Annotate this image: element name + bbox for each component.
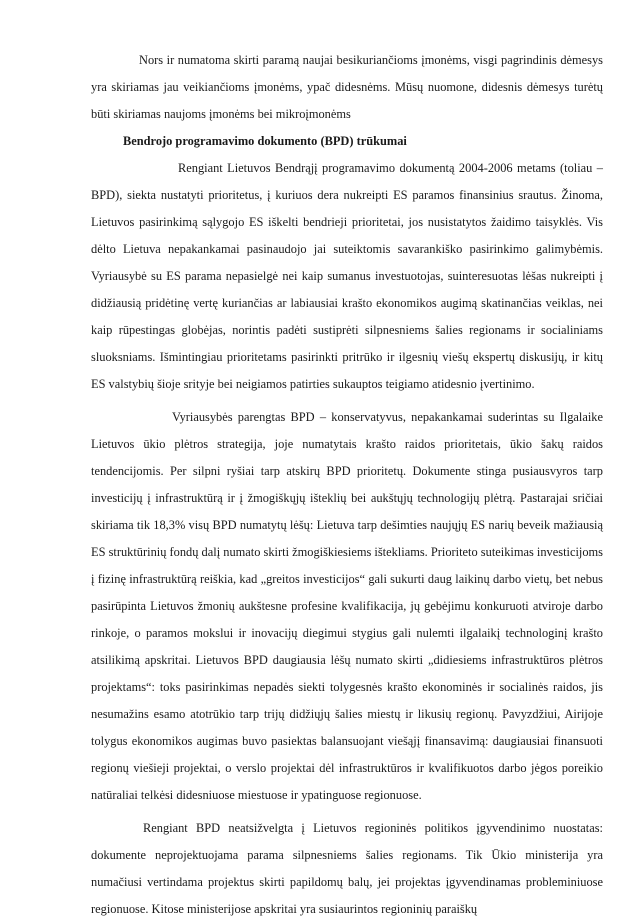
paragraph-bpd-conservative: Vyriausybės parengtas BPD – konservatyvus, nepakankamai suderintas su Ilgalaike Lietuvos ūkio plėtros strategija, joje numatytais krašto raidos prioritetais, ūkio šakų raidos tendencijomis. Per silpni ryšiai tarp atskirų BPD prioritetų. Dokumente stinga pusiausvyros tarp investicijų į infrastruktūrą ir į žmogiškųjų išteklių bei aukštųjų technologijų plėtrą. Pastarajai sričiai skiriama tik 18,3% visų BPD numatytų lėšų: Lietuva tarp dešimties naujųjų ES narių beveik mažiausią ES struktūrinių fondų dalį numato skirti žmogiškiesiems ištekliams. Prioriteto suteikimas investicijoms į fizinę infrastruktūrą reiškia, kad „greitos investicijos“ gali sukurti daug laikinų darbo vietų, bet nebus pasirūpinta Lietuvos žmonių aukštesne profesine kvalifikacija, jų gebėjimu konkuruoti atviroje darbo rinkoje, o paramos mokslui ir inovacijų diegimui stygius gali nulemti ilgalaikį technologinį krašto atsilikimą apskritai. Lietuvos BPD daugiausia lėšų numato skirti „didiesiems infrastruktūros plėtros projektams“: toks pasirinkimas nepadės siekti tolygesnės krašto ekonominės ir socialinės raidos, jis nesumažins esamo atotrūkio tarp trijų didžiųjų šalies miestų ir likusių regionų. Pavyzdžiui, Airijoje tolygus ekonomikos augimas buvo pasiektas balansuojant viešąjį finansavimą: daugiausiai finansuoti regionų viešieji projektai, o verslo projektai dėl infrastruktūros ir kvalifikuotos darbo jėgos poreikio natūraliai telkėsi didesniuose miestuose ir ypatinguose regionuose.: [91, 410, 603, 802]
paragraph-bpd-preparation: Rengiant Lietuvos Bendrąjį programavimo dokumentą 2004-2006 metams (toliau – BPD), siekta nustatyti prioritetus, į kuriuos dera nukreipti ES paramos finansinius srautus. Žinoma, Lietuvos pasirinkimą sąlygojo ES iškelti bendrieji prioritetai, jos nusistatytos žaidimo taisyklės. Vis dėlto Lietuva nepakankamai pasinaudojo jai suteiktomis savarankiško pasirinkimo galimybėmis. Vyriausybė su ES parama nepasielgė nei kaip sumanus investuotojas, suinteresuotas lėšas nukreipti į didžiausią pridėtinę vertę kuriančias ar labiausiai krašto ekonomikos augimą skatinančias veiklas, nei kaip rūpestingas globėjas, norintis padėti sustiprėti silpnesniems šalies regionams ir socialiniams sluoksniams. Išmintingiau prioritetams pasirinkti pritrūko ir ilgesnių viešų ekspertų diskusijų, ir kitų ES valstybių šioje srityje bei neigiamos patirties sukauptos teigiamo atidesnio įvertinimo.: [91, 161, 603, 391]
section-heading: Bendrojo programavimo dokumento (BPD) trūkumai: [123, 134, 407, 148]
paragraph-regional-policy: Rengiant BPD neatsižvelgta į Lietuvos regioninės politikos įgyvendinimo nuostatas: dokumente neprojektuojama parama silpnesniems šalies regionams. Tik Ūkio ministerija yra numačiusi vertindama projektus skirti papildomų balų, jei projektas įgyvendinamas probleminiuose regionuose. Kitose ministerijose apskritai yra susiaurintos regioninių paraiškų: [91, 821, 603, 916]
document-body: [91, 47, 603, 923]
paragraph-new-enterprises: Nors ir numatoma skirti paramą naujai besikuriančioms įmonėms, visgi pagrindinis dėmesys yra skiriamas jau veikiančioms įmonėms, ypač didesnėms. Mūsų nuomone, didesnis dėmesys turėtų būti skiriamas naujoms įmonėms bei mikroįmonėms: [91, 53, 603, 121]
